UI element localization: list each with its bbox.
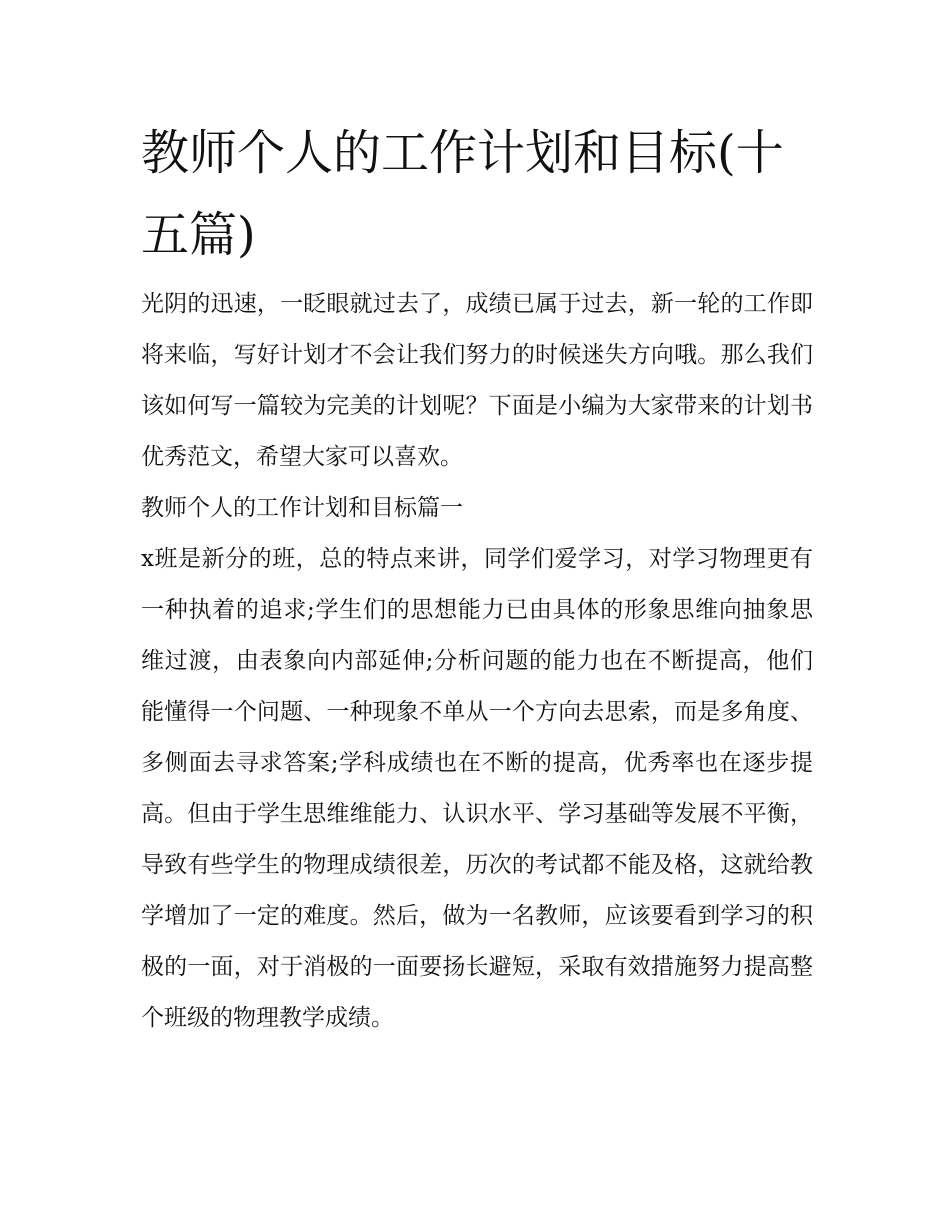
body-paragraph: x班是新分的班，总的特点来讲，同学们爱学习，对学习物理更有一种执着的追求;学生们的思想能力已由具体的形象思维向抽象思维过渡，由表象向内部延伸;分析问题的能力也在不断提高，他们能懂得一个问题、一种现象不单从一个方向去思索，而是多角度、多侧面去寻求答案;学科成绩也在不断的提高，优秀率也在逐步提高。但由于学生思维维能力、认识水平、学习基础等发展不平衡，导致有些学生的物理成绩很差，历次的考试都不能及格，这就给教学增加了一定的难度。然后，做为一名教师，应该要看到学习的积极的一面，对于消极的一面要扬长避短，采取有效措施努力提高整个班级的物理教学成绩。 (141, 546, 813, 1031)
document-title: 教师个人的工作计划和目标(十五篇) (141, 125, 784, 263)
document-content (141, 112, 813, 1044)
intro-paragraph: 光阴的迅速，一眨眼就过去了，成绩已属于过去，新一轮的工作即将来临，写好计划才不会让我们努力的时候迷失方向哦。那么我们该如何写一篇较为完美的计划呢？下面是小编为大家带来的计划书优秀范文，希望大家可以喜欢。 (141, 291, 813, 470)
section-heading: 教师个人的工作计划和目标篇一 (141, 495, 463, 521)
